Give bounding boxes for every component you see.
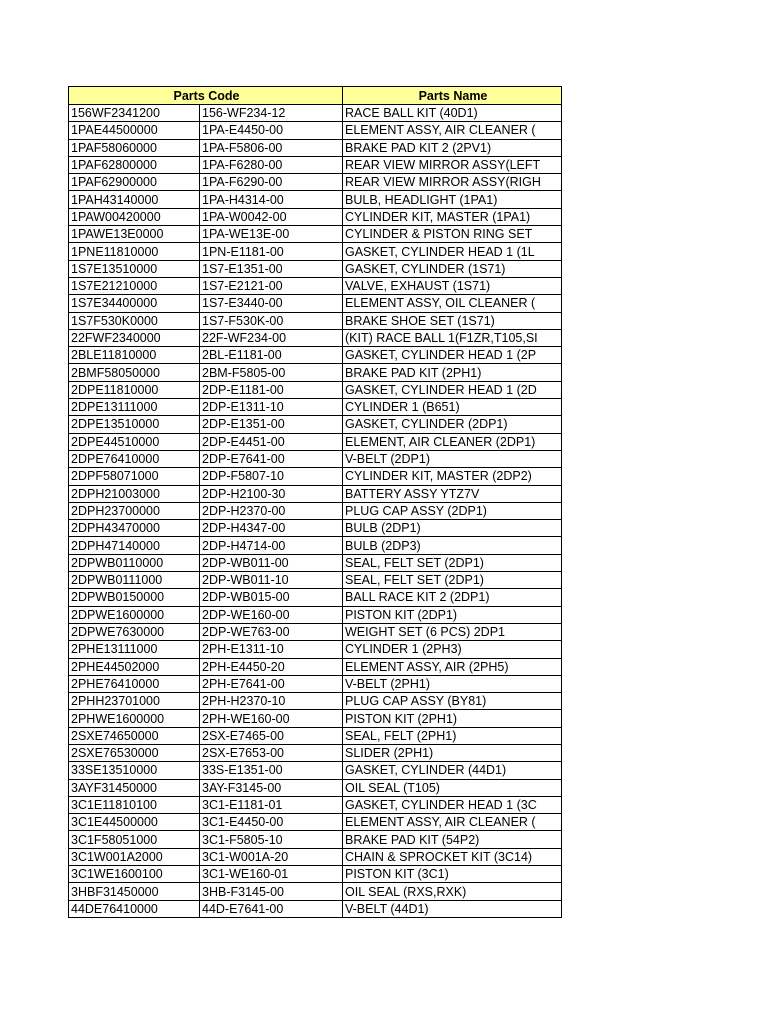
table-row bbox=[69, 105, 562, 122]
parts-code-dashed-cell[interactable]: 2SX-E7465-00 bbox=[200, 727, 343, 744]
table-row bbox=[69, 122, 562, 139]
table-row bbox=[69, 710, 562, 727]
table-row bbox=[69, 399, 562, 416]
parts-name-cell[interactable]: BRAKE PAD KIT (2PH1) bbox=[343, 364, 562, 381]
table-row bbox=[69, 485, 562, 502]
parts-code-cell[interactable]: 2DPWB0150000 bbox=[69, 589, 200, 606]
parts-code-dashed-cell[interactable]: 1S7-F530K-00 bbox=[200, 312, 343, 329]
parts-name-cell[interactable]: CYLINDER KIT, MASTER (2DP2) bbox=[343, 468, 562, 485]
parts-name-cell[interactable]: SEAL, FELT SET (2DP1) bbox=[343, 554, 562, 571]
parts-code-cell[interactable]: 2DPE44510000 bbox=[69, 433, 200, 450]
parts-name-cell[interactable]: SEAL, FELT SET (2DP1) bbox=[343, 572, 562, 589]
parts-code-dashed-cell[interactable]: 1S7-E2121-00 bbox=[200, 277, 343, 294]
parts-name-cell[interactable]: V-BELT (2PH1) bbox=[343, 675, 562, 692]
parts-code-dashed-cell[interactable]: 1PA-F6280-00 bbox=[200, 156, 343, 173]
parts-code-cell[interactable]: 2PHE76410000 bbox=[69, 675, 200, 692]
parts-code-cell[interactable]: 2BLE11810000 bbox=[69, 347, 200, 364]
parts-code-cell[interactable]: 2DPWE1600000 bbox=[69, 606, 200, 623]
parts-code-cell[interactable]: 2DPWB0111000 bbox=[69, 572, 200, 589]
table-row bbox=[69, 554, 562, 571]
parts-code-dashed-cell[interactable]: 2DP-WB015-00 bbox=[200, 589, 343, 606]
parts-code-cell[interactable]: 3C1E44500000 bbox=[69, 814, 200, 831]
table-row bbox=[69, 520, 562, 537]
parts-code-dashed-cell[interactable]: 2SX-E7653-00 bbox=[200, 744, 343, 761]
parts-code-cell[interactable]: 1PAF62900000 bbox=[69, 174, 200, 191]
table-row bbox=[69, 866, 562, 883]
parts-name-cell[interactable]: GASKET, CYLINDER (1S71) bbox=[343, 260, 562, 277]
parts-code-cell[interactable]: 3C1WE1600100 bbox=[69, 866, 200, 883]
table-row bbox=[69, 347, 562, 364]
parts-code-cell[interactable]: 2DPE13111000 bbox=[69, 399, 200, 416]
parts-name-cell[interactable]: SLIDER (2PH1) bbox=[343, 744, 562, 761]
table-row bbox=[69, 208, 562, 225]
parts-code-dashed-cell[interactable]: 2DP-WE763-00 bbox=[200, 623, 343, 640]
parts-name-cell[interactable]: PISTON KIT (3C1) bbox=[343, 866, 562, 883]
parts-code-dashed-cell[interactable]: 2PH-E1311-10 bbox=[200, 641, 343, 658]
parts-code-cell[interactable]: 22FWF2340000 bbox=[69, 329, 200, 346]
parts-code-cell[interactable]: 2DPH47140000 bbox=[69, 537, 200, 554]
parts-code-dashed-cell[interactable]: 1PA-H4314-00 bbox=[200, 191, 343, 208]
parts-code-cell[interactable]: 1S7E34400000 bbox=[69, 295, 200, 312]
parts-code-cell[interactable]: 3C1W001A2000 bbox=[69, 848, 200, 865]
parts-code-cell[interactable]: 2PHE44502000 bbox=[69, 658, 200, 675]
parts-code-cell[interactable]: 2DPH21003000 bbox=[69, 485, 200, 502]
parts-code-dashed-cell[interactable]: 2DP-F5807-10 bbox=[200, 468, 343, 485]
parts-name-cell[interactable]: CYLINDER 1 (2PH3) bbox=[343, 641, 562, 658]
parts-name-cell[interactable]: CYLINDER 1 (B651) bbox=[343, 399, 562, 416]
table-row bbox=[69, 416, 562, 433]
parts-code-dashed-cell[interactable]: 2DP-H2370-00 bbox=[200, 502, 343, 519]
parts-code-dashed-cell[interactable]: 2DP-E1351-00 bbox=[200, 416, 343, 433]
parts-code-cell[interactable]: 3AYF31450000 bbox=[69, 779, 200, 796]
parts-name-cell[interactable]: PLUG CAP ASSY (BY81) bbox=[343, 693, 562, 710]
parts-name-cell[interactable]: REAR VIEW MIRROR ASSY(LEFT bbox=[343, 156, 562, 173]
parts-name-cell[interactable]: OIL SEAL (RXS,RXK) bbox=[343, 883, 562, 900]
parts-name-cell[interactable]: (KIT) RACE BALL 1(F1ZR,T105,SI bbox=[343, 329, 562, 346]
parts-code-cell[interactable]: 156WF2341200 bbox=[69, 105, 200, 122]
parts-code-cell[interactable]: 1S7E13510000 bbox=[69, 260, 200, 277]
parts-table bbox=[68, 86, 562, 918]
parts-name-cell[interactable]: ELEMENT ASSY, AIR (2PH5) bbox=[343, 658, 562, 675]
table-row bbox=[69, 796, 562, 813]
parts-code-cell[interactable]: 33SE13510000 bbox=[69, 762, 200, 779]
parts-code-dashed-cell[interactable]: 1PA-E4450-00 bbox=[200, 122, 343, 139]
parts-code-cell[interactable]: 1S7F530K0000 bbox=[69, 312, 200, 329]
parts-code-dashed-cell[interactable]: 3C1-F5805-10 bbox=[200, 831, 343, 848]
table-row bbox=[69, 831, 562, 848]
parts-code-dashed-cell[interactable]: 2DP-WB011-10 bbox=[200, 572, 343, 589]
parts-name-cell[interactable]: GASKET, CYLINDER HEAD 1 (3C bbox=[343, 796, 562, 813]
parts-code-dashed-cell[interactable]: 1S7-E1351-00 bbox=[200, 260, 343, 277]
table-row bbox=[69, 641, 562, 658]
parts-code-dashed-cell[interactable]: 1PA-WE13E-00 bbox=[200, 226, 343, 243]
parts-code-dashed-cell[interactable]: 2PH-H2370-10 bbox=[200, 693, 343, 710]
parts-code-cell[interactable]: 1PAF62800000 bbox=[69, 156, 200, 173]
parts-code-dashed-cell[interactable]: 1PA-F6290-00 bbox=[200, 174, 343, 191]
table-row bbox=[69, 433, 562, 450]
parts-code-cell[interactable]: 1PAF58060000 bbox=[69, 139, 200, 156]
parts-name-cell[interactable]: BATTERY ASSY YTZ7V bbox=[343, 485, 562, 502]
table-row bbox=[69, 329, 562, 346]
parts-name-cell[interactable]: GASKET, CYLINDER HEAD 1 (1L bbox=[343, 243, 562, 260]
parts-code-cell[interactable]: 1S7E21210000 bbox=[69, 277, 200, 294]
parts-code-dashed-cell[interactable]: 2DP-E1311-10 bbox=[200, 399, 343, 416]
table-row bbox=[69, 381, 562, 398]
parts-code-dashed-cell[interactable]: 2DP-WE160-00 bbox=[200, 606, 343, 623]
parts-code-cell[interactable]: 3HBF31450000 bbox=[69, 883, 200, 900]
parts-name-cell[interactable]: BRAKE SHOE SET (1S71) bbox=[343, 312, 562, 329]
parts-code-cell[interactable]: 2PHH23701000 bbox=[69, 693, 200, 710]
parts-name-cell[interactable]: ELEMENT ASSY, OIL CLEANER ( bbox=[343, 295, 562, 312]
parts-code-cell[interactable]: 2DPE13510000 bbox=[69, 416, 200, 433]
parts-code-dashed-cell[interactable]: 2PH-E4450-20 bbox=[200, 658, 343, 675]
table-row bbox=[69, 174, 562, 191]
parts-name-cell[interactable]: BRAKE PAD KIT (54P2) bbox=[343, 831, 562, 848]
parts-code-dashed-cell[interactable]: 2DP-E4451-00 bbox=[200, 433, 343, 450]
parts-code-dashed-cell[interactable]: 2DP-WB011-00 bbox=[200, 554, 343, 571]
parts-name-cell[interactable]: BULB (2DP1) bbox=[343, 520, 562, 537]
parts-code-header[interactable]: Parts Code bbox=[69, 87, 343, 105]
parts-code-cell[interactable]: 2DPE76410000 bbox=[69, 450, 200, 467]
parts-name-cell[interactable]: GASKET, CYLINDER HEAD 1 (2D bbox=[343, 381, 562, 398]
table-row bbox=[69, 693, 562, 710]
parts-code-dashed-cell[interactable]: 44D-E7641-00 bbox=[200, 900, 343, 917]
table-row bbox=[69, 589, 562, 606]
parts-name-cell[interactable]: ELEMENT ASSY, AIR CLEANER ( bbox=[343, 814, 562, 831]
parts-code-cell[interactable]: 2DPE11810000 bbox=[69, 381, 200, 398]
table-row bbox=[69, 900, 562, 917]
parts-code-cell[interactable]: 1PAW00420000 bbox=[69, 208, 200, 225]
parts-name-cell[interactable]: BULB (2DP3) bbox=[343, 537, 562, 554]
table-row bbox=[69, 779, 562, 796]
parts-name-cell[interactable]: ELEMENT, AIR CLEANER (2DP1) bbox=[343, 433, 562, 450]
table-row bbox=[69, 502, 562, 519]
parts-code-dashed-cell[interactable]: 2BL-E1181-00 bbox=[200, 347, 343, 364]
parts-code-dashed-cell[interactable]: 1PA-F5806-00 bbox=[200, 139, 343, 156]
parts-code-dashed-cell[interactable]: 2PH-WE160-00 bbox=[200, 710, 343, 727]
parts-name-cell[interactable]: BALL RACE KIT 2 (2DP1) bbox=[343, 589, 562, 606]
parts-code-dashed-cell[interactable]: 2DP-H4347-00 bbox=[200, 520, 343, 537]
table-row bbox=[69, 606, 562, 623]
parts-code-cell[interactable]: 1PAH43140000 bbox=[69, 191, 200, 208]
parts-name-cell[interactable]: V-BELT (44D1) bbox=[343, 900, 562, 917]
parts-code-cell[interactable]: 1PAWE13E0000 bbox=[69, 226, 200, 243]
parts-name-cell[interactable]: WEIGHT SET (6 PCS) 2DP1 bbox=[343, 623, 562, 640]
table-row bbox=[69, 623, 562, 640]
parts-code-cell[interactable]: 2SXE74650000 bbox=[69, 727, 200, 744]
parts-code-dashed-cell[interactable]: 3C1-E4450-00 bbox=[200, 814, 343, 831]
table-row bbox=[69, 450, 562, 467]
table-row bbox=[69, 675, 562, 692]
parts-code-cell[interactable]: 2PHE13111000 bbox=[69, 641, 200, 658]
parts-code-dashed-cell[interactable]: 3AY-F3145-00 bbox=[200, 779, 343, 796]
table-row bbox=[69, 243, 562, 260]
parts-code-dashed-cell[interactable]: 2DP-E7641-00 bbox=[200, 450, 343, 467]
parts-code-cell[interactable]: 2BMF58050000 bbox=[69, 364, 200, 381]
parts-code-dashed-cell[interactable]: 3C1-WE160-01 bbox=[200, 866, 343, 883]
table-row bbox=[69, 295, 562, 312]
header-row bbox=[69, 87, 562, 105]
parts-code-cell[interactable]: 1PAE44500000 bbox=[69, 122, 200, 139]
table-row bbox=[69, 572, 562, 589]
table-row bbox=[69, 364, 562, 381]
parts-code-dashed-cell[interactable]: 3C1-W001A-20 bbox=[200, 848, 343, 865]
table-row bbox=[69, 312, 562, 329]
parts-name-header[interactable]: Parts Name bbox=[343, 87, 562, 105]
table-row bbox=[69, 727, 562, 744]
parts-name-cell[interactable]: SEAL, FELT (2PH1) bbox=[343, 727, 562, 744]
parts-code-dashed-cell[interactable]: 2DP-E1181-00 bbox=[200, 381, 343, 398]
table-row bbox=[69, 883, 562, 900]
parts-name-cell[interactable]: GASKET, CYLINDER (2DP1) bbox=[343, 416, 562, 433]
table-row bbox=[69, 762, 562, 779]
parts-code-cell[interactable]: 2DPWE7630000 bbox=[69, 623, 200, 640]
table-row bbox=[69, 744, 562, 761]
parts-name-cell[interactable]: V-BELT (2DP1) bbox=[343, 450, 562, 467]
parts-name-cell[interactable]: VALVE, EXHAUST (1S71) bbox=[343, 277, 562, 294]
parts-name-cell[interactable]: BULB, HEADLIGHT (1PA1) bbox=[343, 191, 562, 208]
parts-code-cell[interactable]: 2DPWB0110000 bbox=[69, 554, 200, 571]
parts-name-cell[interactable]: BRAKE PAD KIT 2 (2PV1) bbox=[343, 139, 562, 156]
parts-code-dashed-cell[interactable]: 1PA-W0042-00 bbox=[200, 208, 343, 225]
table-row bbox=[69, 468, 562, 485]
parts-code-dashed-cell[interactable]: 156-WF234-12 bbox=[200, 105, 343, 122]
parts-code-dashed-cell[interactable]: 1PN-E1181-00 bbox=[200, 243, 343, 260]
parts-code-dashed-cell[interactable]: 22F-WF234-00 bbox=[200, 329, 343, 346]
table-row bbox=[69, 848, 562, 865]
parts-code-cell[interactable]: 2PHWE1600000 bbox=[69, 710, 200, 727]
parts-name-cell[interactable]: GASKET, CYLINDER (44D1) bbox=[343, 762, 562, 779]
parts-code-cell[interactable]: 1PNE11810000 bbox=[69, 243, 200, 260]
parts-code-dashed-cell[interactable]: 2PH-E7641-00 bbox=[200, 675, 343, 692]
table-row bbox=[69, 814, 562, 831]
parts-code-dashed-cell[interactable]: 3C1-E1181-01 bbox=[200, 796, 343, 813]
parts-name-cell[interactable]: PISTON KIT (2PH1) bbox=[343, 710, 562, 727]
parts-name-cell[interactable]: PISTON KIT (2DP1) bbox=[343, 606, 562, 623]
parts-name-cell[interactable]: REAR VIEW MIRROR ASSY(RIGH bbox=[343, 174, 562, 191]
parts-code-cell[interactable]: 44DE76410000 bbox=[69, 900, 200, 917]
parts-name-cell[interactable]: PLUG CAP ASSY (2DP1) bbox=[343, 502, 562, 519]
parts-name-cell[interactable]: GASKET, CYLINDER HEAD 1 (2P bbox=[343, 347, 562, 364]
parts-name-cell[interactable]: CHAIN & SPROCKET KIT (3C14) bbox=[343, 848, 562, 865]
parts-code-cell[interactable]: 2DPH43470000 bbox=[69, 520, 200, 537]
parts-name-cell[interactable]: CYLINDER & PISTON RING SET bbox=[343, 226, 562, 243]
parts-name-cell[interactable]: CYLINDER KIT, MASTER (1PA1) bbox=[343, 208, 562, 225]
table-row bbox=[69, 139, 562, 156]
parts-code-dashed-cell[interactable]: 33S-E1351-00 bbox=[200, 762, 343, 779]
parts-code-dashed-cell[interactable]: 2DP-H2100-30 bbox=[200, 485, 343, 502]
parts-code-cell[interactable]: 3C1F58051000 bbox=[69, 831, 200, 848]
table-row bbox=[69, 226, 562, 243]
parts-code-dashed-cell[interactable]: 2DP-H4714-00 bbox=[200, 537, 343, 554]
parts-code-cell[interactable]: 3C1E11810100 bbox=[69, 796, 200, 813]
parts-code-cell[interactable]: 2DPH23700000 bbox=[69, 502, 200, 519]
parts-name-cell[interactable]: ELEMENT ASSY, AIR CLEANER ( bbox=[343, 122, 562, 139]
parts-code-dashed-cell[interactable]: 3HB-F3145-00 bbox=[200, 883, 343, 900]
parts-code-cell[interactable]: 2SXE76530000 bbox=[69, 744, 200, 761]
parts-code-cell[interactable]: 2DPF58071000 bbox=[69, 468, 200, 485]
parts-code-dashed-cell[interactable]: 1S7-E3440-00 bbox=[200, 295, 343, 312]
table-row bbox=[69, 191, 562, 208]
table-row bbox=[69, 156, 562, 173]
parts-name-cell[interactable]: OIL SEAL (T105) bbox=[343, 779, 562, 796]
table-row bbox=[69, 658, 562, 675]
parts-name-cell[interactable]: RACE BALL KIT (40D1) bbox=[343, 105, 562, 122]
table-row bbox=[69, 277, 562, 294]
table-row bbox=[69, 260, 562, 277]
table-row bbox=[69, 537, 562, 554]
parts-code-dashed-cell[interactable]: 2BM-F5805-00 bbox=[200, 364, 343, 381]
